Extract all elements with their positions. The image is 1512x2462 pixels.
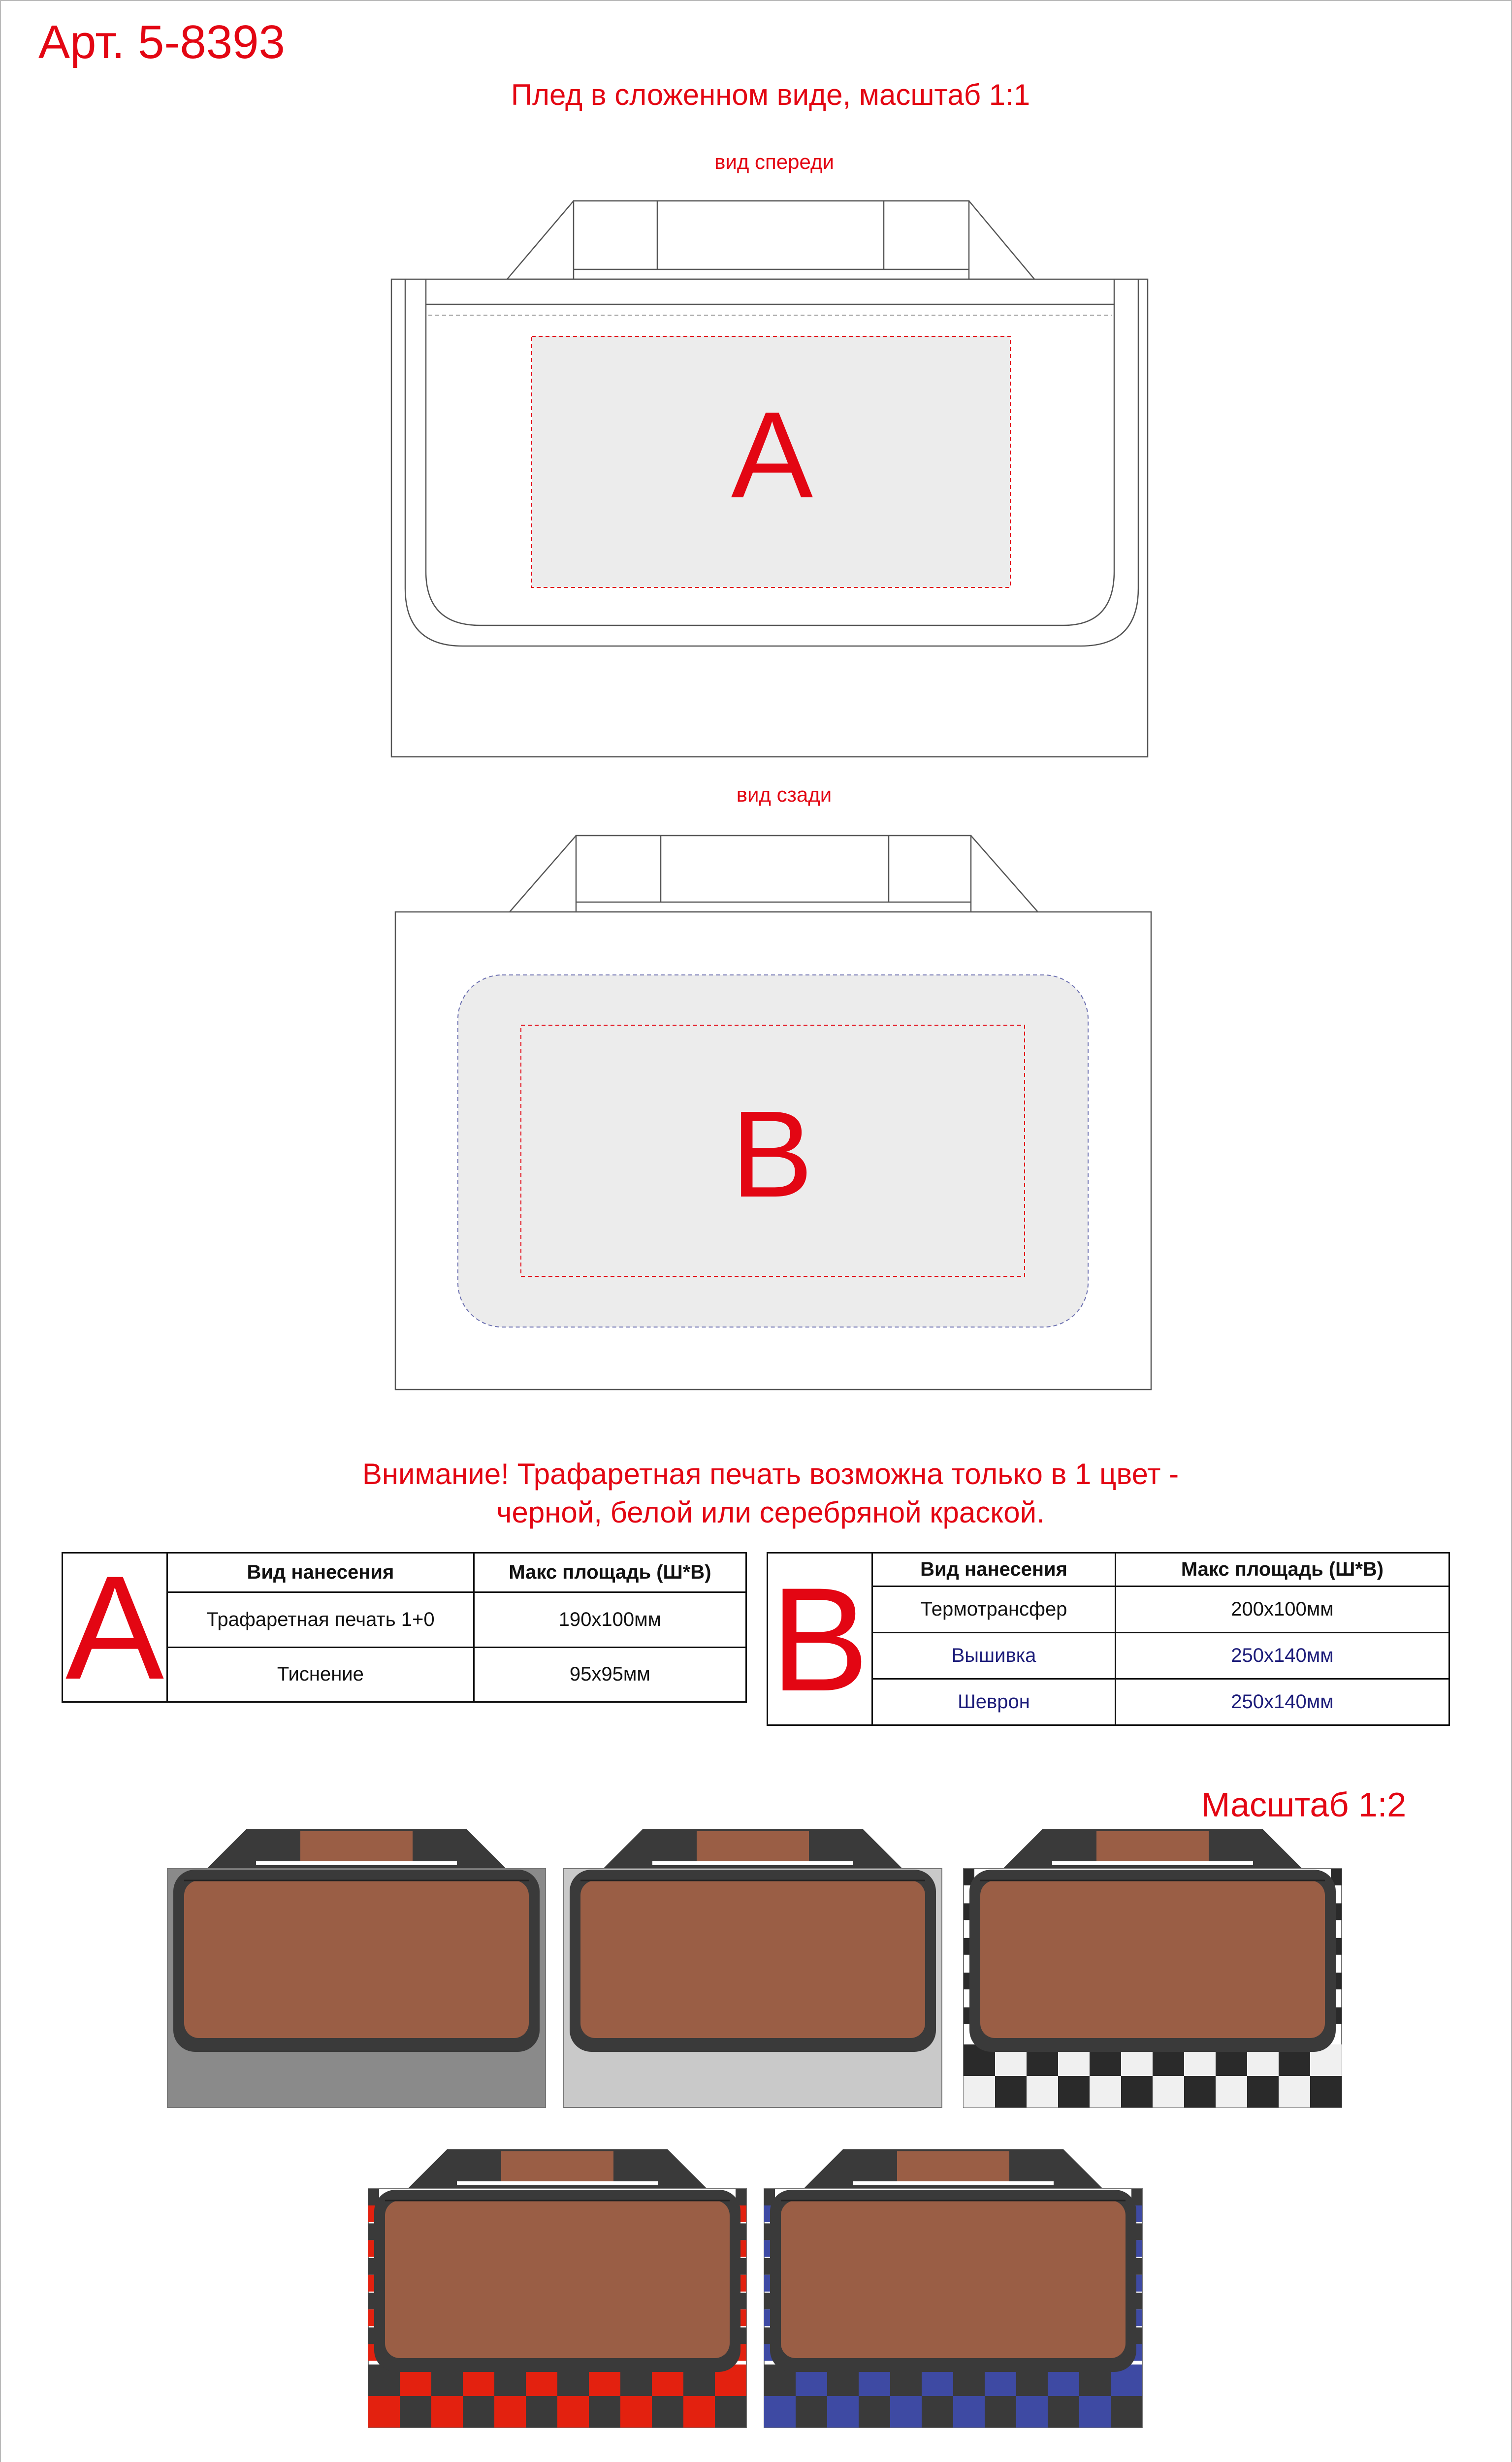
scale-label: Масштаб 1:2	[1201, 1785, 1407, 1824]
warning-line-1: Внимание! Трафаретная печать возможна только в 1 цвет -	[362, 1458, 1179, 1490]
table-a-header-area: Макс площадь (Ш*В)	[474, 1553, 746, 1592]
front-view-label: вид спереди	[714, 150, 834, 173]
blanket-variant	[764, 2149, 1142, 2428]
table-a-row-method: Трафаретная печать 1+0	[167, 1592, 474, 1647]
blanket-variant	[167, 1829, 546, 2107]
table-b-row-method: Шеврон	[872, 1679, 1116, 1725]
table-b-header-area: Макс площадь (Ш*В)	[1116, 1553, 1449, 1587]
zone-b-letter: B	[731, 1085, 813, 1223]
table-b-row-area: 250х140мм	[1116, 1679, 1449, 1725]
blanket-variant	[564, 1829, 942, 2107]
table-a-row-area: 190х100мм	[474, 1592, 746, 1647]
table-a-header-method: Вид нанесения	[167, 1553, 474, 1592]
blanket-variant	[368, 2149, 746, 2428]
table-a-letter: A	[63, 1553, 167, 1702]
zone-a-letter: A	[731, 386, 813, 523]
table-a-row-method: Тиснение	[167, 1647, 474, 1702]
blanket-variant	[964, 1829, 1342, 2107]
article-number: Арт. 5-8393	[38, 16, 285, 68]
back-view-label: вид сзади	[736, 783, 832, 806]
warning-line-2: черной, белой или серебряной краской.	[496, 1496, 1045, 1529]
table-b-letter: B	[768, 1553, 872, 1725]
table-b-row-method: Вышивка	[872, 1633, 1116, 1679]
table-b-header-method: Вид нанесения	[872, 1553, 1116, 1587]
table-b-row-area: 250х140мм	[1116, 1633, 1449, 1679]
table-b-row-area: 200х100мм	[1116, 1587, 1449, 1633]
page-heading: Плед в сложенном виде, масштаб 1:1	[511, 78, 1030, 111]
table-a-row-area: 95х95мм	[474, 1647, 746, 1702]
table-b-row-method: Термотрансфер	[872, 1587, 1116, 1633]
